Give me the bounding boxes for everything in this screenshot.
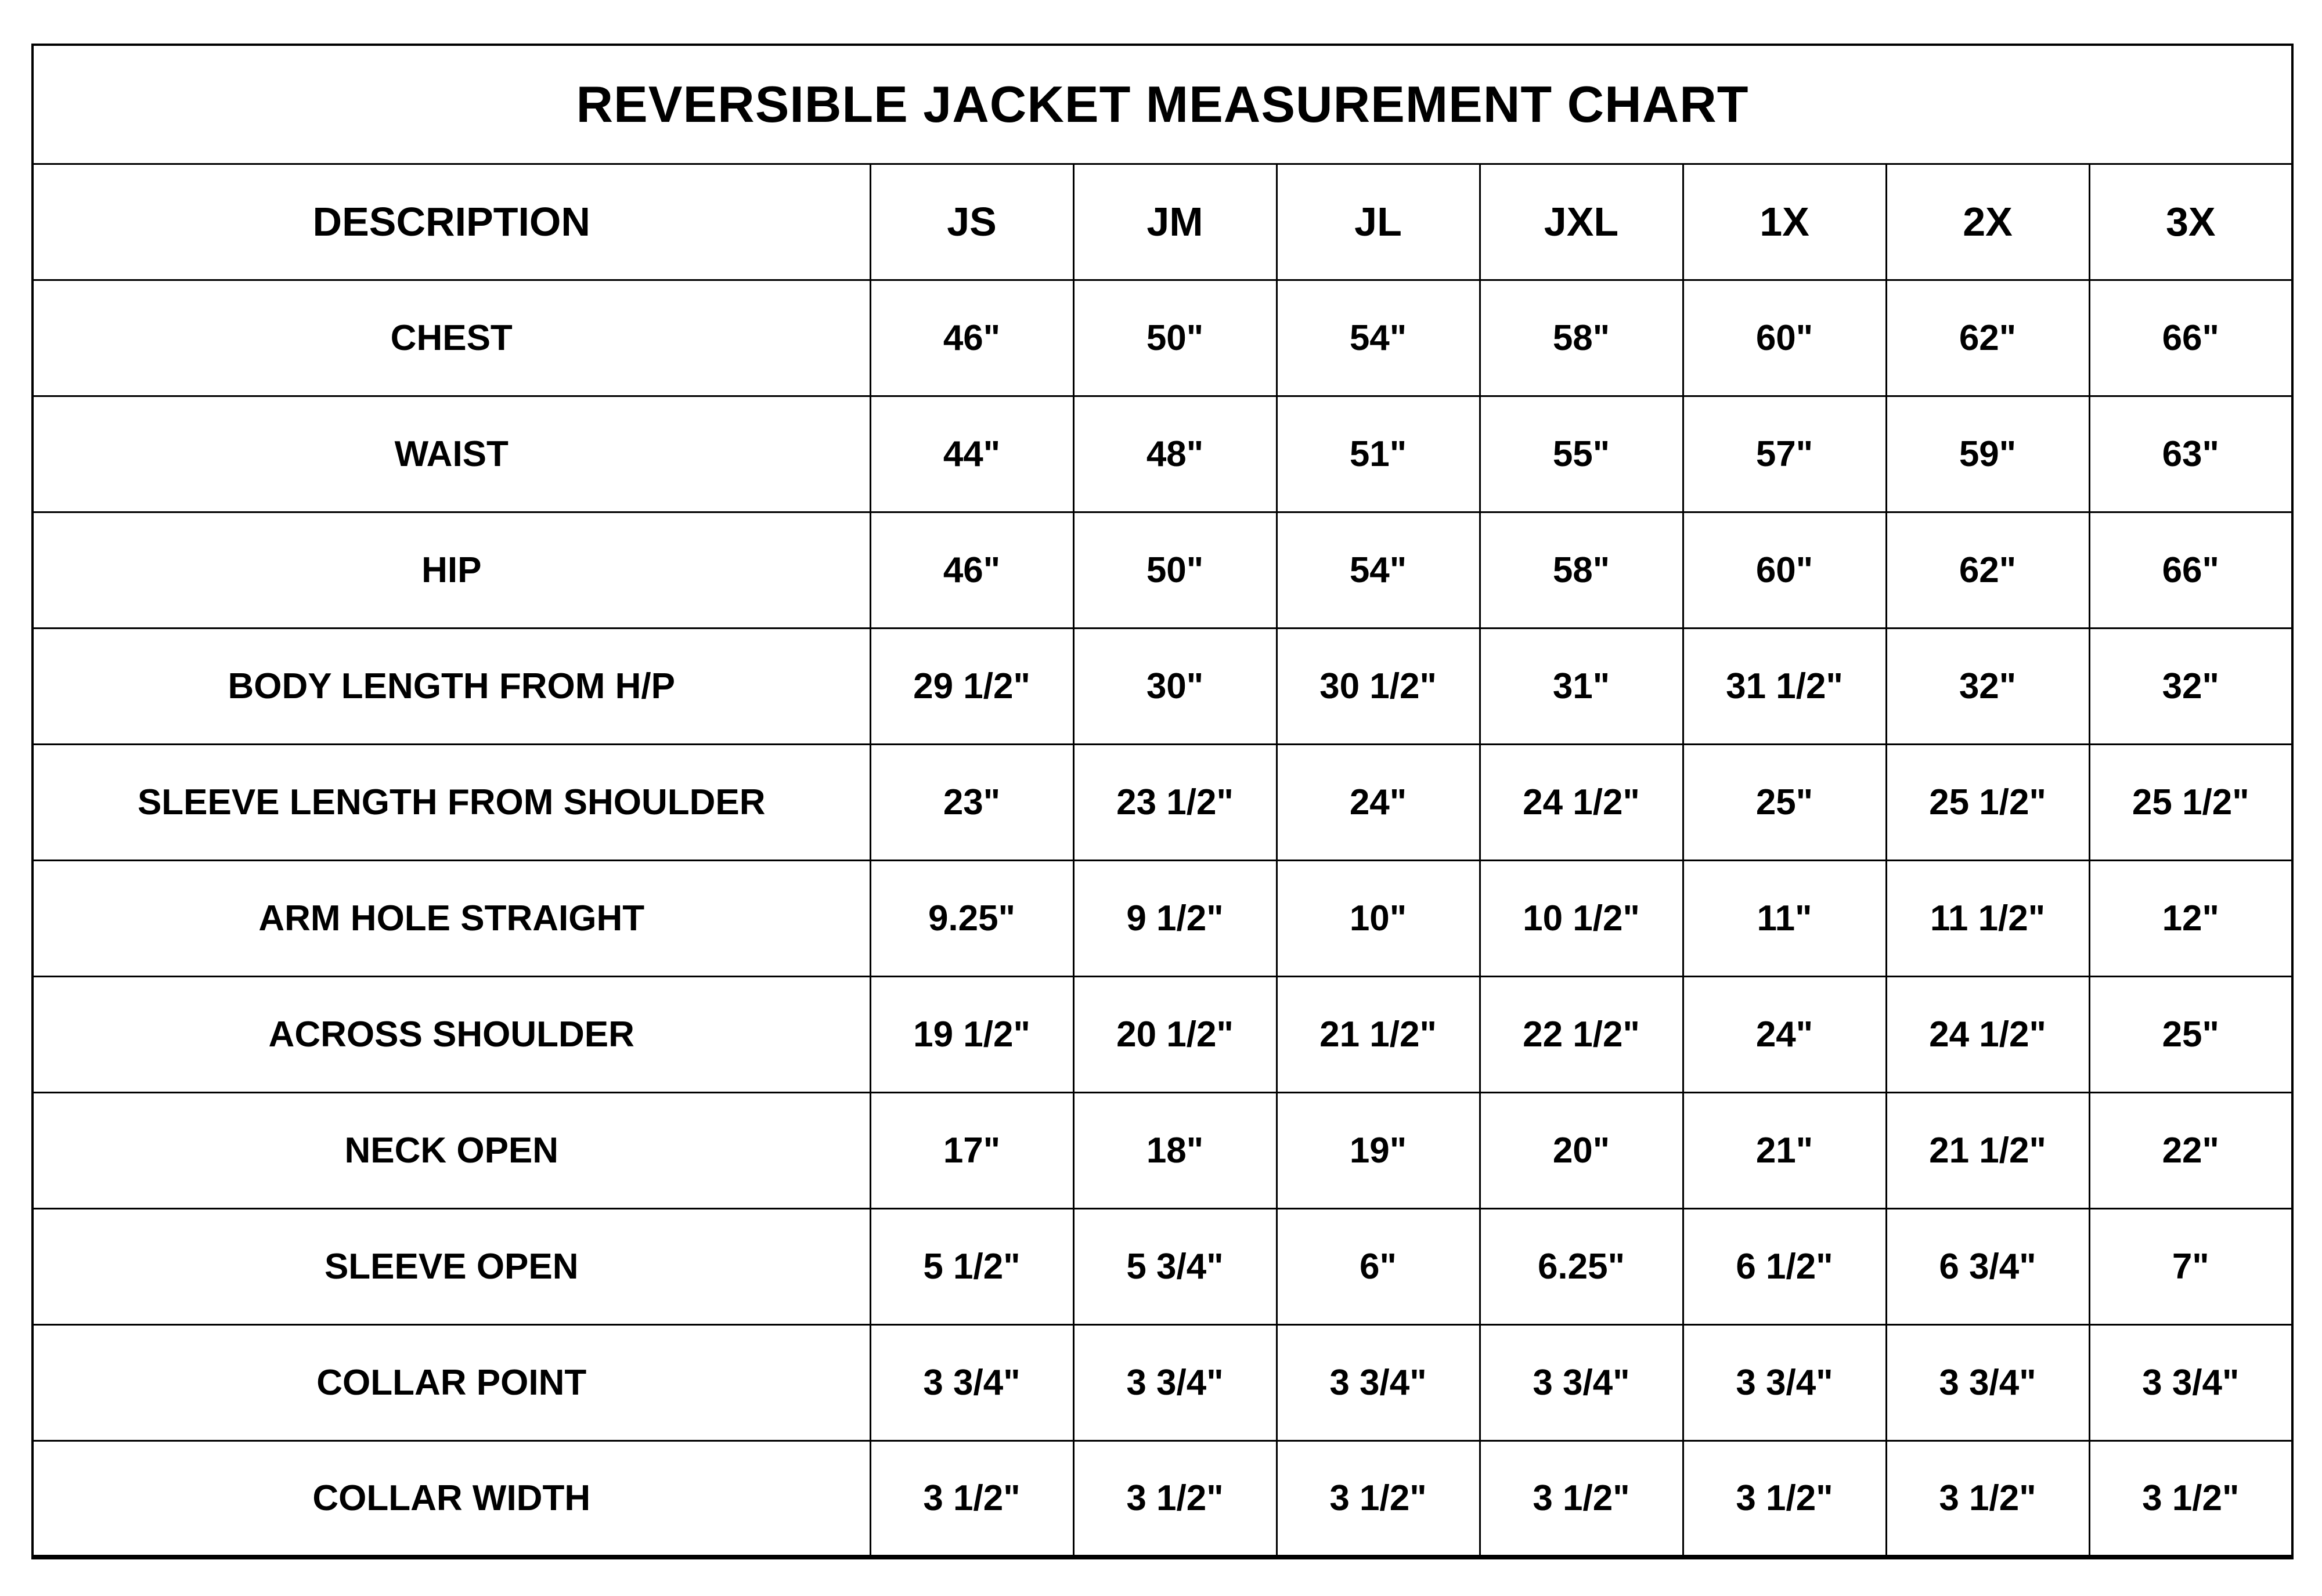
table-body [33, 280, 2292, 1557]
measurement-value: 25 1/2" [2089, 744, 2292, 860]
table-row [33, 280, 2292, 396]
row-label: NECK OPEN [33, 1093, 870, 1209]
measurement-value: 50" [1073, 512, 1277, 628]
measurement-value: 6.25" [1480, 1209, 1683, 1325]
table-row [33, 976, 2292, 1092]
table-row [33, 512, 2292, 628]
table-row [33, 1209, 2292, 1325]
measurement-value: 6 3/4" [1886, 1209, 2089, 1325]
measurement-value: 3 1/2" [1480, 1441, 1683, 1557]
measurement-value: 3 3/4" [1073, 1325, 1277, 1441]
measurement-value: 9.25" [870, 860, 1073, 976]
measurement-value: 63" [2089, 396, 2292, 512]
table-row [33, 1441, 2292, 1557]
measurement-value: 11 1/2" [1886, 860, 2089, 976]
measurement-value: 3 3/4" [2089, 1325, 2292, 1441]
measurement-value: 18" [1073, 1093, 1277, 1209]
measurement-value: 51" [1277, 396, 1480, 512]
measurement-value: 46" [870, 280, 1073, 396]
measurement-value: 31" [1480, 628, 1683, 744]
measurement-value: 9 1/2" [1073, 860, 1277, 976]
column-header-description: DESCRIPTION [33, 164, 870, 280]
measurement-value: 31 1/2" [1683, 628, 1886, 744]
measurement-value: 30 1/2" [1277, 628, 1480, 744]
measurement-value: 46" [870, 512, 1073, 628]
chart-title: REVERSIBLE JACKET MEASUREMENT CHART [33, 45, 2292, 164]
column-header-size: JM [1073, 164, 1277, 280]
measurement-value: 24" [1683, 976, 1886, 1092]
measurement-value: 3 1/2" [1073, 1441, 1277, 1557]
row-label: BODY LENGTH FROM H/P [33, 628, 870, 744]
measurement-value: 5 3/4" [1073, 1209, 1277, 1325]
measurement-value: 3 1/2" [2089, 1441, 2292, 1557]
measurement-value: 24 1/2" [1480, 744, 1683, 860]
measurement-value: 54" [1277, 280, 1480, 396]
column-header-size: JL [1277, 164, 1480, 280]
measurement-value: 25" [1683, 744, 1886, 860]
measurement-value: 11" [1683, 860, 1886, 976]
measurement-value: 54" [1277, 512, 1480, 628]
measurement-value: 32" [1886, 628, 2089, 744]
measurement-value: 19" [1277, 1093, 1480, 1209]
row-label: COLLAR POINT [33, 1325, 870, 1441]
table-row [33, 1325, 2292, 1441]
measurement-value: 20 1/2" [1073, 976, 1277, 1092]
table-row [33, 628, 2292, 744]
measurement-value: 62" [1886, 280, 2089, 396]
measurement-value: 58" [1480, 512, 1683, 628]
measurement-value: 10" [1277, 860, 1480, 976]
row-label: CHEST [33, 280, 870, 396]
measurement-value: 3 3/4" [870, 1325, 1073, 1441]
measurement-value: 23 1/2" [1073, 744, 1277, 860]
measurement-value: 59" [1886, 396, 2089, 512]
measurement-value: 58" [1480, 280, 1683, 396]
measurement-value: 3 3/4" [1886, 1325, 2089, 1441]
measurement-value: 3 3/4" [1277, 1325, 1480, 1441]
table-row [33, 860, 2292, 976]
measurement-table [31, 44, 2294, 1559]
row-label: COLLAR WIDTH [33, 1441, 870, 1557]
measurement-value: 66" [2089, 280, 2292, 396]
measurement-value: 3 1/2" [1886, 1441, 2089, 1557]
measurement-value: 60" [1683, 512, 1886, 628]
measurement-value: 22 1/2" [1480, 976, 1683, 1092]
table-row [33, 744, 2292, 860]
measurement-value: 25" [2089, 976, 2292, 1092]
measurement-value: 30" [1073, 628, 1277, 744]
measurement-value: 3 1/2" [1683, 1441, 1886, 1557]
measurement-value: 57" [1683, 396, 1886, 512]
measurement-value: 6" [1277, 1209, 1480, 1325]
measurement-value: 21 1/2" [1886, 1093, 2089, 1209]
measurement-value: 44" [870, 396, 1073, 512]
column-header-size: 1X [1683, 164, 1886, 280]
measurement-value: 6 1/2" [1683, 1209, 1886, 1325]
measurement-value: 12" [2089, 860, 2292, 976]
measurement-value: 55" [1480, 396, 1683, 512]
title-row [33, 45, 2292, 164]
measurement-value: 7" [2089, 1209, 2292, 1325]
header-row [33, 164, 2292, 280]
measurement-value: 24 1/2" [1886, 976, 2089, 1092]
measurement-value: 3 1/2" [1277, 1441, 1480, 1557]
measurement-value: 21" [1683, 1093, 1886, 1209]
measurement-value: 60" [1683, 280, 1886, 396]
row-label: ACROSS SHOULDER [33, 976, 870, 1092]
table-row [33, 1093, 2292, 1209]
measurement-value: 20" [1480, 1093, 1683, 1209]
column-header-size: 3X [2089, 164, 2292, 280]
measurement-value: 21 1/2" [1277, 976, 1480, 1092]
measurement-value: 62" [1886, 512, 2089, 628]
measurement-value: 3 1/2" [870, 1441, 1073, 1557]
table-row [33, 396, 2292, 512]
row-label: WAIST [33, 396, 870, 512]
measurement-value: 23" [870, 744, 1073, 860]
measurement-value: 24" [1277, 744, 1480, 860]
measurement-value: 66" [2089, 512, 2292, 628]
measurement-value: 25 1/2" [1886, 744, 2089, 860]
measurement-value: 29 1/2" [870, 628, 1073, 744]
column-header-size: 2X [1886, 164, 2089, 280]
measurement-value: 5 1/2" [870, 1209, 1073, 1325]
column-header-size: JS [870, 164, 1073, 280]
measurement-value: 19 1/2" [870, 976, 1073, 1092]
row-label: ARM HOLE STRAIGHT [33, 860, 870, 976]
column-header-size: JXL [1480, 164, 1683, 280]
measurement-value: 32" [2089, 628, 2292, 744]
row-label: SLEEVE OPEN [33, 1209, 870, 1325]
measurement-value: 3 3/4" [1480, 1325, 1683, 1441]
measurement-value: 17" [870, 1093, 1073, 1209]
measurement-value: 48" [1073, 396, 1277, 512]
measurement-value: 3 3/4" [1683, 1325, 1886, 1441]
measurement-value: 50" [1073, 280, 1277, 396]
row-label: HIP [33, 512, 870, 628]
measurement-value: 10 1/2" [1480, 860, 1683, 976]
row-label: SLEEVE LENGTH FROM SHOULDER [33, 744, 870, 860]
measurement-value: 22" [2089, 1093, 2292, 1209]
